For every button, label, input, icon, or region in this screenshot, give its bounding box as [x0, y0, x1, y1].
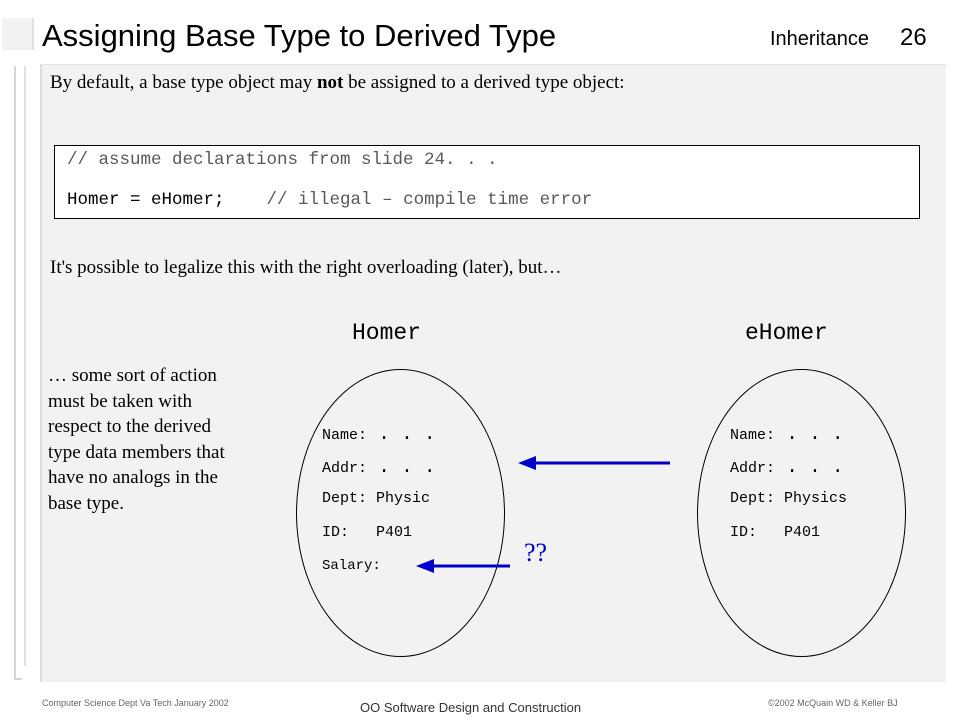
- slide-title: Assigning Base Type to Derived Type: [42, 18, 557, 53]
- homer-label: Homer: [352, 320, 422, 346]
- ehomer-field-name-label: Name:: [730, 427, 776, 444]
- action-text: … some sort of action must be taken with respect to the derived type data members that have no analogs in the base type.: [48, 365, 225, 514]
- homer-field-id-value: P401: [376, 524, 413, 541]
- footer-right: ©2002 McQuain WD & Keller BJ: [768, 698, 898, 708]
- code-statement: Homer = eHomer;: [67, 190, 225, 210]
- homer-field-dept-label: Dept:: [322, 490, 368, 507]
- slide-number: 26: [900, 24, 927, 51]
- intro-text-pre: By default, a base type object may: [50, 72, 317, 93]
- ehomer-field-dept-label: Dept:: [730, 490, 776, 507]
- ehomer-field-dept-value: Physics: [784, 490, 848, 507]
- ehomer-field-id-label: ID:: [730, 524, 758, 541]
- homer-field-name-label: Name:: [322, 427, 368, 444]
- ehomer-label: eHomer: [745, 320, 828, 346]
- homer-field-addr-label: Addr:: [322, 460, 368, 477]
- homer-field-id-label: ID:: [322, 524, 350, 541]
- salary-arrow-head: [416, 559, 434, 573]
- footer-center: OO Software Design and Construction: [360, 700, 582, 715]
- assign-arrow-head: [518, 456, 536, 470]
- section-label: Inheritance: [770, 28, 869, 50]
- legalize-text: It's possible to legalize this with the right overloading (later), but…: [50, 257, 562, 278]
- ehomer-field-name-value: . . .: [786, 423, 844, 445]
- homer-field-salary-label: Salary:: [322, 558, 381, 574]
- ehomer-field-id-value: P401: [784, 524, 821, 541]
- homer-field-addr-value: . . .: [378, 456, 436, 478]
- ehomer-field-addr-label: Addr:: [730, 460, 776, 477]
- homer-field-name-value: . . .: [378, 423, 436, 445]
- intro-text-post: be assigned to a derived type object:: [343, 72, 625, 93]
- code-comment-line: // assume declarations from slide 24. . .: [67, 150, 498, 170]
- code-statement-comment: // illegal – compile time error: [266, 190, 593, 210]
- ehomer-field-addr-value: . . .: [786, 456, 844, 478]
- intro-text-emphasis: not: [316, 72, 344, 93]
- footer-left: Computer Science Dept Va Tech January 2002: [42, 698, 229, 708]
- homer-field-dept-value: Physic: [376, 490, 431, 507]
- question-marks: ??: [524, 538, 548, 567]
